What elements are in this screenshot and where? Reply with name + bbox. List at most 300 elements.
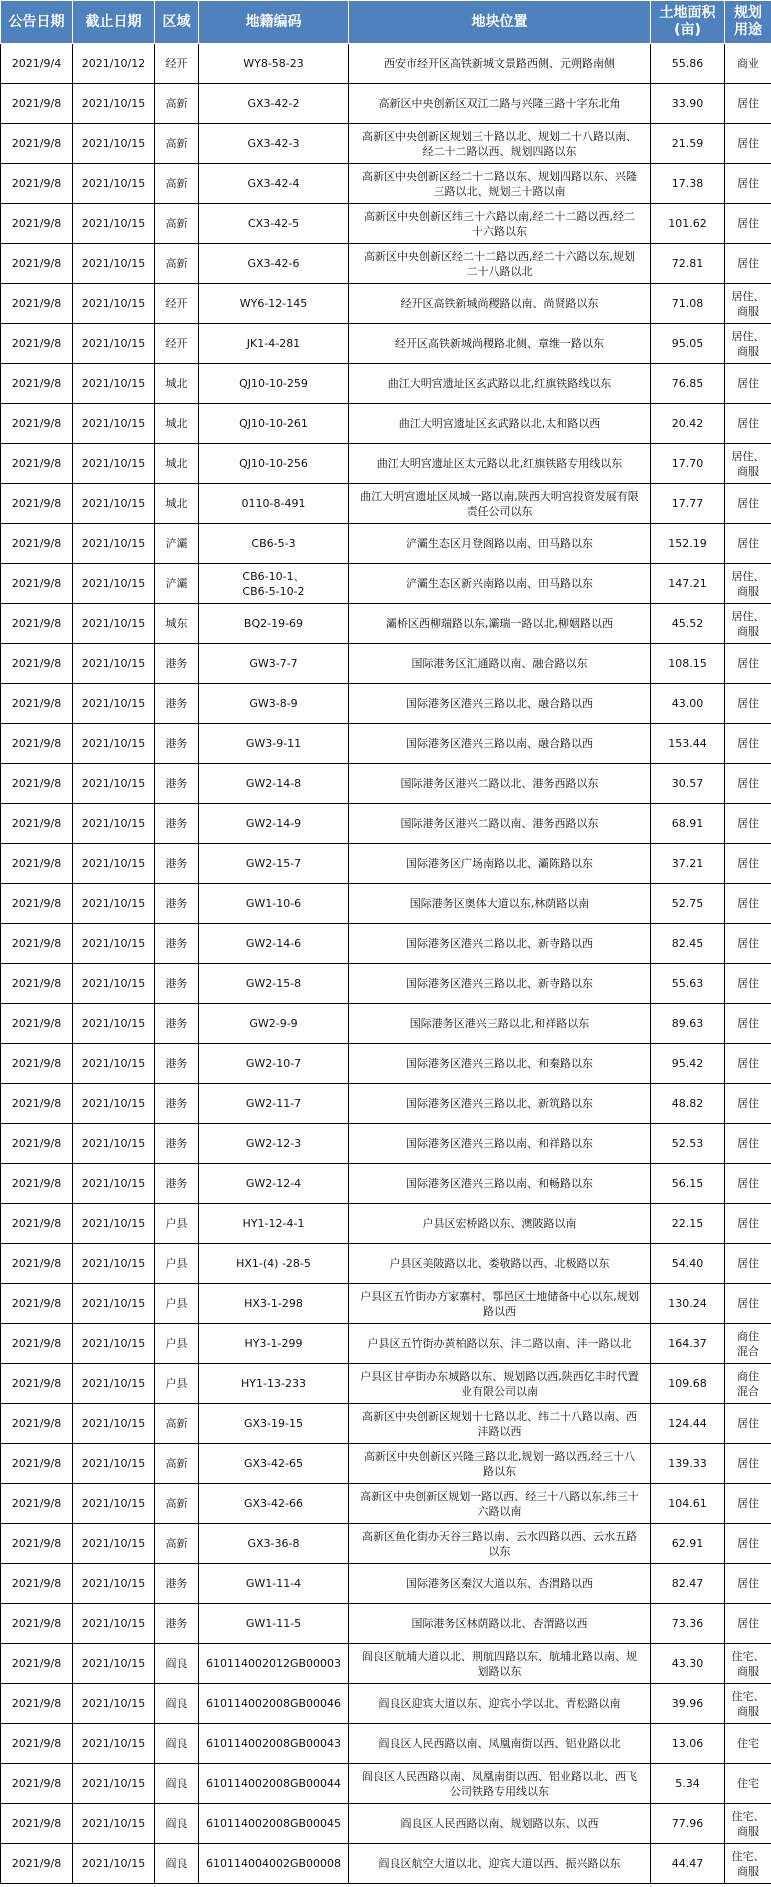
cell-text: 2021/10/15	[81, 417, 146, 430]
cell-usage	[725, 1644, 771, 1684]
cell-location	[349, 1604, 651, 1644]
cell-announce-date	[1, 204, 73, 244]
cell-text: 2021/9/8	[11, 577, 62, 590]
cell-text: 95.05	[671, 337, 704, 350]
table-row	[1, 1604, 771, 1644]
cell-text: 城北	[165, 497, 188, 510]
cell-usage	[725, 1124, 771, 1164]
cell-text: 48.82	[671, 1097, 704, 1110]
cell-text: 灞桥区西柳瑞路以东,灞瑞一路以北,柳姻路以西	[386, 617, 613, 630]
cell-district	[155, 1524, 199, 1564]
cell-text: 2021/9/8	[11, 1417, 62, 1430]
cell-text: GX3-42-3	[247, 137, 300, 150]
cell-text: 82.45	[671, 937, 704, 950]
table-row	[1, 1084, 771, 1124]
cell-text: 经开区高铁新城尚稷路以南、尚贤路以东	[400, 297, 599, 310]
cell-text: 101.62	[668, 217, 707, 230]
cell-location	[349, 884, 651, 924]
cell-text: 2021/10/12	[81, 57, 146, 70]
cell-location	[349, 564, 651, 604]
cell-area	[651, 684, 725, 724]
cell-text: 44.47	[671, 1857, 704, 1870]
table-row	[1, 644, 771, 684]
cell-location	[349, 524, 651, 564]
cell-text: 居住	[737, 1537, 759, 1550]
cell-text: 2021/10/15	[81, 1697, 146, 1710]
cell-location	[349, 244, 651, 284]
table-row	[1, 124, 771, 164]
cell-area	[651, 1644, 725, 1684]
cell-text: 2021/10/15	[81, 1537, 146, 1550]
cell-text: 港务	[165, 1177, 188, 1190]
cell-text: 高新	[165, 1457, 188, 1470]
cell-text: 阎良区迎宾大道以东、迎宾小学以北、青松路以南	[378, 1697, 621, 1710]
cell-usage	[725, 124, 771, 164]
cell-location	[349, 164, 651, 204]
cell-text: 城北	[165, 377, 188, 390]
cell-announce-date	[1, 1604, 73, 1644]
cell-text: 2021/10/15	[81, 1617, 146, 1630]
cell-usage	[725, 884, 771, 924]
cell-area	[651, 44, 725, 84]
cell-text: 港务	[165, 817, 188, 830]
cell-usage	[725, 284, 771, 324]
cell-text: 2021/9/8	[11, 737, 62, 750]
cell-land-code	[199, 724, 349, 764]
cell-text: 居住	[737, 1177, 759, 1190]
cell-text: 2021/10/15	[81, 97, 146, 110]
table-row	[1, 724, 771, 764]
cell-text: 2021/10/15	[81, 1377, 146, 1390]
cell-text: 商住 混合	[737, 1329, 759, 1358]
cell-usage	[725, 1324, 771, 1364]
cell-location	[349, 804, 651, 844]
cell-location	[349, 1364, 651, 1404]
cell-area	[651, 84, 725, 124]
cell-usage	[725, 804, 771, 844]
cell-text: 阎良	[165, 1777, 188, 1790]
cell-text: 2021/10/15	[81, 217, 146, 230]
cell-text: 国际港务区港兴二路以北、港务西路以东	[400, 777, 599, 790]
cell-location	[349, 764, 651, 804]
cell-text: 港务	[165, 857, 188, 870]
cell-text: 2021/9/8	[11, 1697, 62, 1710]
cell-text: GW1-10-6	[245, 897, 302, 910]
cell-district	[155, 1724, 199, 1764]
cell-area	[651, 644, 725, 684]
column-header-label: 区域	[162, 13, 191, 30]
cell-announce-date	[1, 1204, 73, 1244]
cell-text: 2021/9/8	[11, 657, 62, 670]
cell-text: 2021/9/8	[11, 1857, 62, 1870]
cell-deadline	[73, 1724, 155, 1764]
cell-deadline	[73, 1564, 155, 1604]
cell-text: 阎良	[165, 1697, 188, 1710]
cell-text: 2021/10/15	[81, 977, 146, 990]
cell-area	[651, 1684, 725, 1724]
cell-text: 2021/9/8	[11, 617, 62, 630]
cell-text: 610114002008GB00046	[205, 1697, 342, 1710]
table-row	[1, 964, 771, 1004]
cell-text: 2021/10/15	[81, 617, 146, 630]
table-row	[1, 1204, 771, 1244]
cell-usage	[725, 1244, 771, 1284]
cell-usage	[725, 604, 771, 644]
cell-land-code	[199, 324, 349, 364]
cell-text: 45.52	[671, 617, 704, 630]
cell-district	[155, 924, 199, 964]
cell-text: GW2-15-8	[245, 977, 302, 990]
cell-land-code	[199, 964, 349, 1004]
cell-text: 2021/9/8	[11, 1457, 62, 1470]
cell-deadline	[73, 1444, 155, 1484]
cell-text: 2021/9/8	[11, 857, 62, 870]
table-row	[1, 324, 771, 364]
cell-text: 城北	[165, 417, 188, 430]
cell-usage	[725, 1524, 771, 1564]
cell-district	[155, 84, 199, 124]
cell-text: 高新区中央创新区规划十七路以北、纬二十八路以南、西 沣路以西	[362, 1409, 637, 1438]
cell-usage	[725, 1044, 771, 1084]
cell-usage	[725, 164, 771, 204]
cell-deadline	[73, 1124, 155, 1164]
table-row	[1, 1524, 771, 1564]
cell-text: 港务	[165, 1057, 188, 1070]
cell-usage	[725, 324, 771, 364]
cell-district	[155, 684, 199, 724]
table-row	[1, 884, 771, 924]
cell-area	[651, 1284, 725, 1324]
cell-area	[651, 1524, 725, 1564]
cell-district	[155, 884, 199, 924]
cell-usage	[725, 564, 771, 604]
cell-deadline	[73, 1764, 155, 1804]
cell-text: 54.40	[671, 1257, 704, 1270]
table-row	[1, 1324, 771, 1364]
cell-location	[349, 844, 651, 884]
cell-announce-date	[1, 1084, 73, 1124]
cell-land-code	[199, 1844, 349, 1884]
cell-location	[349, 1844, 651, 1884]
cell-text: 56.15	[671, 1177, 704, 1190]
cell-text: 港务	[165, 977, 188, 990]
cell-text: 高新区鱼化街办天谷三路以南、云水四路以西、云水五路 以东	[362, 1529, 637, 1558]
cell-text: 高新	[165, 177, 188, 190]
table-row	[1, 1684, 771, 1724]
cell-usage	[725, 444, 771, 484]
cell-area	[651, 124, 725, 164]
table-row	[1, 164, 771, 204]
cell-text: 户县区美陂路以北、娄敬路以西、北极路以东	[389, 1257, 610, 1270]
cell-text: HX3-1-298	[244, 1297, 303, 1310]
cell-district	[155, 1284, 199, 1324]
cell-district	[155, 564, 199, 604]
cell-usage	[725, 404, 771, 444]
cell-text: 国际港务区港兴三路以北、新寺路以东	[406, 977, 593, 990]
cell-district	[155, 1444, 199, 1484]
cell-text: HY3-1-299	[244, 1337, 303, 1350]
cell-announce-date	[1, 644, 73, 684]
cell-land-code	[199, 684, 349, 724]
cell-land-code	[199, 1564, 349, 1604]
table-row	[1, 1404, 771, 1444]
cell-district	[155, 1604, 199, 1644]
cell-land-code	[199, 124, 349, 164]
cell-text: 港务	[165, 697, 188, 710]
cell-land-code	[199, 1524, 349, 1564]
cell-usage	[725, 1844, 771, 1884]
cell-text: 阎良区人民西路以南、规划路以东、以西	[400, 1817, 599, 1830]
cell-announce-date	[1, 1164, 73, 1204]
cell-area	[651, 164, 725, 204]
cell-area	[651, 1844, 725, 1884]
cell-text: 610114002008GB00044	[205, 1777, 342, 1790]
cell-district	[155, 404, 199, 444]
cell-text: 浐灞	[165, 537, 188, 550]
cell-deadline	[73, 524, 155, 564]
cell-location	[349, 1684, 651, 1724]
cell-text: 2021/9/8	[11, 457, 62, 470]
cell-text: 国际港务区秦汉大道以东、杏渭路以西	[406, 1577, 593, 1590]
cell-text: 西安市经开区高铁新城文景路西侧、元朔路南侧	[384, 57, 615, 70]
cell-text: 居住	[737, 257, 759, 270]
cell-location	[349, 284, 651, 324]
cell-text: 2021/9/8	[11, 777, 62, 790]
cell-text: 国际港务区港兴二路以南、港务西路以东	[400, 817, 599, 830]
cell-usage	[725, 44, 771, 84]
cell-district	[155, 164, 199, 204]
cell-text: GW2-12-3	[245, 1137, 302, 1150]
cell-text: 2021/10/15	[81, 257, 146, 270]
cell-land-code	[199, 1404, 349, 1444]
column-header-usage	[725, 1, 771, 44]
cell-district	[155, 284, 199, 324]
cell-district	[155, 484, 199, 524]
cell-district	[155, 1404, 199, 1444]
column-header-announce-date	[1, 1, 73, 44]
cell-deadline	[73, 204, 155, 244]
cell-deadline	[73, 1044, 155, 1084]
cell-announce-date	[1, 1724, 73, 1764]
cell-text: 2021/9/8	[11, 97, 62, 110]
column-header-label: 公告日期	[8, 13, 65, 30]
cell-location	[349, 324, 651, 364]
cell-deadline	[73, 1684, 155, 1724]
cell-text: 居住	[737, 1297, 759, 1310]
cell-text: GW2-10-7	[245, 1057, 302, 1070]
cell-announce-date	[1, 1764, 73, 1804]
cell-text: 国际港务区港兴三路以北、和秦路以东	[406, 1057, 593, 1070]
cell-text: 2021/10/15	[81, 1337, 146, 1350]
cell-text: 152.19	[668, 537, 707, 550]
cell-land-code	[199, 1084, 349, 1124]
cell-deadline	[73, 1164, 155, 1204]
cell-area	[651, 324, 725, 364]
cell-announce-date	[1, 1364, 73, 1404]
cell-area	[651, 804, 725, 844]
cell-text: 55.63	[671, 977, 704, 990]
table-body	[1, 44, 771, 1884]
cell-land-code	[199, 1764, 349, 1804]
cell-text: 住宅、 商服	[731, 1809, 765, 1838]
table-row	[1, 1164, 771, 1204]
cell-text: 商业	[737, 57, 759, 70]
cell-text: 户县	[165, 1297, 188, 1310]
cell-deadline	[73, 684, 155, 724]
cell-text: 17.70	[671, 457, 704, 470]
cell-location	[349, 1524, 651, 1564]
cell-land-code	[199, 1324, 349, 1364]
cell-text: 港务	[165, 897, 188, 910]
cell-land-code	[199, 1604, 349, 1644]
table-row	[1, 684, 771, 724]
cell-text: 经开	[165, 337, 188, 350]
cell-text: CX3-42-5	[247, 217, 300, 230]
cell-land-code	[199, 484, 349, 524]
cell-text: 2021/10/15	[81, 857, 146, 870]
cell-district	[155, 524, 199, 564]
cell-district	[155, 1164, 199, 1204]
cell-text: GW1-11-5	[245, 1617, 302, 1630]
cell-text: 104.61	[668, 1497, 707, 1510]
cell-area	[651, 604, 725, 644]
cell-land-code	[199, 764, 349, 804]
column-header-area	[651, 1, 725, 44]
cell-text: GW3-7-7	[249, 657, 298, 670]
cell-text: 阎良	[165, 1857, 188, 1870]
cell-text: 港务	[165, 1097, 188, 1110]
cell-text: 国际港务区林荫路以北、杏渭路以西	[411, 1617, 588, 1630]
cell-district	[155, 1844, 199, 1884]
cell-land-code	[199, 564, 349, 604]
cell-text: 52.53	[671, 1137, 704, 1150]
cell-text: 居住	[737, 1457, 759, 1470]
cell-text: 2021/9/8	[11, 417, 62, 430]
cell-deadline	[73, 164, 155, 204]
cell-text: CB6-5-3	[251, 537, 296, 550]
cell-text: 2021/10/15	[81, 297, 146, 310]
cell-location	[349, 1124, 651, 1164]
cell-text: 164.37	[668, 1337, 707, 1350]
cell-land-code	[199, 1124, 349, 1164]
cell-text: 33.90	[671, 97, 704, 110]
cell-text: 13.06	[671, 1737, 704, 1750]
cell-text: 港务	[165, 657, 188, 670]
cell-area	[651, 1084, 725, 1124]
cell-text: 43.00	[671, 697, 704, 710]
cell-text: 2021/10/15	[81, 537, 146, 550]
cell-announce-date	[1, 804, 73, 844]
cell-text: 72.81	[671, 257, 704, 270]
cell-text: 2021/10/15	[81, 1097, 146, 1110]
cell-area	[651, 724, 725, 764]
cell-text: 139.33	[668, 1457, 707, 1470]
cell-deadline	[73, 1404, 155, 1444]
cell-location	[349, 1284, 651, 1324]
cell-area	[651, 764, 725, 804]
table-row	[1, 284, 771, 324]
cell-area	[651, 484, 725, 524]
cell-land-code	[199, 84, 349, 124]
cell-text: 2021/9/8	[11, 1817, 62, 1830]
cell-text: 22.15	[671, 1217, 704, 1230]
cell-text: GW3-9-11	[245, 737, 302, 750]
table-row	[1, 204, 771, 244]
cell-text: 2021/9/8	[11, 1137, 62, 1150]
cell-location	[349, 364, 651, 404]
cell-district	[155, 644, 199, 684]
cell-text: 国际港务区奥体大道以东,林荫路以南	[409, 897, 590, 910]
cell-district	[155, 444, 199, 484]
cell-text: 20.42	[671, 417, 704, 430]
cell-text: 曲江大明宫遗址区玄武路以北,太和路以西	[398, 417, 601, 430]
cell-district	[155, 204, 199, 244]
cell-text: 2021/9/8	[11, 1577, 62, 1590]
column-header-label: 地籍编码	[245, 13, 302, 30]
cell-text: 2021/10/15	[81, 777, 146, 790]
cell-text: 浐灞	[165, 577, 188, 590]
cell-district	[155, 1484, 199, 1524]
cell-location	[349, 1644, 651, 1684]
cell-land-code	[199, 44, 349, 84]
cell-text: 高新区中央创新区经二十二路以西,经二十六路以东,规划 二十八路以北	[364, 249, 635, 278]
cell-deadline	[73, 1084, 155, 1124]
cell-text: GX3-42-66	[244, 1497, 303, 1510]
cell-land-code	[199, 884, 349, 924]
cell-announce-date	[1, 44, 73, 84]
cell-deadline	[73, 764, 155, 804]
cell-text: 124.44	[668, 1417, 707, 1430]
cell-district	[155, 1804, 199, 1844]
cell-text: 阎良区航埔大道以北、荆航四路以东、航埔北路以南、规 划路以东	[362, 1649, 637, 1678]
cell-land-code	[199, 924, 349, 964]
cell-announce-date	[1, 1004, 73, 1044]
cell-location	[349, 1004, 651, 1044]
cell-location	[349, 124, 651, 164]
table-row	[1, 404, 771, 444]
header-row	[1, 1, 771, 44]
cell-district	[155, 1684, 199, 1724]
column-header-label: 规划 用途	[734, 5, 762, 38]
cell-area	[651, 1404, 725, 1444]
cell-location	[349, 1804, 651, 1844]
cell-land-code	[199, 1204, 349, 1244]
cell-location	[349, 1164, 651, 1204]
cell-text: 77.96	[671, 1817, 704, 1830]
column-header-label: 地块位置	[471, 13, 528, 30]
cell-text: 2021/9/8	[11, 1017, 62, 1030]
cell-text: GW2-14-8	[245, 777, 302, 790]
cell-text: 户县区五竹街办黄柏路以东、沣二路以南、沣一路以北	[367, 1337, 632, 1350]
cell-district	[155, 364, 199, 404]
cell-district	[155, 1764, 199, 1804]
cell-text: 高新	[165, 257, 188, 270]
cell-text: 高新区中央创新区兴隆三路以北,规划一路以西,经三十八 路以东	[364, 1449, 635, 1478]
cell-text: 2021/9/8	[11, 897, 62, 910]
cell-text: 居住	[737, 737, 759, 750]
cell-text: 港务	[165, 1577, 188, 1590]
cell-usage	[725, 1804, 771, 1844]
cell-text: 高新	[165, 137, 188, 150]
cell-land-code	[199, 364, 349, 404]
cell-announce-date	[1, 1404, 73, 1444]
cell-text: 2021/10/15	[81, 137, 146, 150]
cell-text: 居住	[737, 1097, 759, 1110]
cell-text: 居住、 商服	[731, 609, 765, 638]
cell-text: 147.21	[668, 577, 707, 590]
cell-text: 2021/9/8	[11, 1297, 62, 1310]
cell-text: 居住	[737, 897, 759, 910]
